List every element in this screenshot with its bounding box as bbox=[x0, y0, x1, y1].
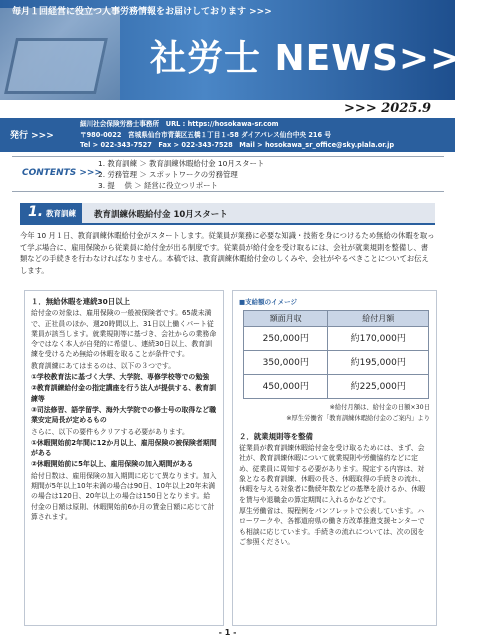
contents-item: 3. 提 供 ＞ 経営に役立つリポート bbox=[98, 181, 218, 190]
header-banner bbox=[0, 0, 492, 100]
intro-paragraph: 今年 10 月１日、教育訓練休暇給付金がスタートします。従業員が業務に必要な知識・技術を身につけるため無給の休暇を取って学ぶ場合に、雇用保険から従業員に給付金が出る制度です。従業員が給付金を受け取るには、会社が就業規則を整備し、書類などの手続きを行わなければなりません。本稿では、教育訓練休暇給付金のしくみや、会社がやるべきことについてお伝えします。 bbox=[20, 231, 435, 275]
subheading-1: １．無給休暇を連続30日以上 bbox=[31, 297, 130, 306]
section-number: 1. bbox=[28, 204, 44, 220]
contents-box bbox=[12, 156, 444, 192]
left-column bbox=[24, 290, 224, 626]
table-row bbox=[244, 327, 429, 351]
table-caption: ■支給額のイメージ bbox=[239, 298, 297, 306]
publisher-name: 細川社会保険労務士事務所 URL : https://hosokawa-sr.com bbox=[80, 120, 279, 128]
table-cell: 約225,000円 bbox=[328, 375, 429, 399]
table-header: 給付月額 bbox=[328, 311, 429, 327]
table-source: ※厚生労働省「教育訓練休暇給付金のご案内」より bbox=[286, 414, 430, 422]
payment-table bbox=[243, 310, 429, 399]
section-heading: 教育訓練休暇給付金 10月スタート bbox=[94, 210, 228, 220]
section-header bbox=[20, 203, 435, 225]
page-number: - 1 - bbox=[218, 628, 237, 637]
table-header: 額面月収 bbox=[244, 311, 328, 327]
paragraph: 従業員が教育訓練休暇給付金を受け取るためには、まず、会社が、教育訓練休暇について就業規則や労働協約などに定め、従業員に周知する必要があります。規定する内容は、対象となる教育訓練、休暇の長さ、休暇取得の手続きの流れ、休暇を与える対象者に勤続年数などの基準を設けるか、休暇を賃与や退職金の算定期間に入れるかなどです。 bbox=[239, 444, 426, 504]
newsletter-title: 社労士 NEWS>>> bbox=[150, 38, 492, 79]
contents-item: 2. 労務管理 ＞ スポットワークの労務管理 bbox=[98, 170, 238, 179]
table-cell: 350,000円 bbox=[244, 351, 328, 375]
right-column bbox=[232, 290, 437, 626]
table-row bbox=[244, 351, 429, 375]
contents-list bbox=[98, 158, 264, 191]
table-row bbox=[244, 375, 429, 399]
subheading-2: ２．就業規則等を整備 bbox=[239, 431, 313, 441]
section-number-block bbox=[20, 203, 82, 223]
requirement: ②休暇開始前に5年以上、雇用保険の加入期間がある bbox=[31, 460, 194, 469]
contents-label: CONTENTS >>> bbox=[22, 168, 102, 178]
publisher-lines bbox=[80, 119, 394, 151]
table-cell: 約195,000円 bbox=[328, 351, 429, 375]
laptop-photo bbox=[0, 8, 120, 100]
table-header-row bbox=[244, 311, 429, 327]
issue-date: >>> 2025.9 bbox=[344, 101, 431, 116]
table-cell: 250,000円 bbox=[244, 327, 328, 351]
table-note: ※給付月額は、給付金の日額×30日 bbox=[329, 404, 430, 412]
section-category: 教育訓練 bbox=[46, 209, 76, 218]
publisher-address: 〒980-0022 宮城県仙台市青葉区五橋１丁目１-58 ダイアパレス仙台中央 216 号 bbox=[80, 130, 331, 139]
paragraph: 給付金の対象は、雇用保険の一般被保険者です。65歳未満で、正社員のほか、週20時間以上、31日以上働くパート従業員が該当します。就業規則等に基づき、会社からの業務命令ではなく本人が自発的に希望し、連続30日以上、教育訓練を受けるため無給の休暇を取ることが条件です。 bbox=[31, 309, 217, 359]
training-type: ②教育訓練給付金の指定講座を行う法人が提供する、教育訓練等 bbox=[31, 384, 216, 403]
publisher-label: 発行 >>> bbox=[10, 131, 54, 141]
requirement: ①休暇開始前2年間に12か月以上、雇用保険の被保険者期間がある bbox=[31, 438, 217, 458]
table-cell: 約170,000円 bbox=[328, 327, 429, 351]
tagline: 毎月１回経営に役立つ人事労務情報をお届けしております >>> bbox=[12, 7, 272, 17]
training-type: ③司法修習、語学留学、海外大学院での修士号の取得など職業安定局長が定めるもの bbox=[31, 405, 216, 425]
paragraph: さらに、以下の要件もクリアする必要があります。 bbox=[31, 427, 189, 436]
table-cell: 450,000円 bbox=[244, 375, 328, 399]
issue-row bbox=[0, 100, 455, 118]
publisher-contact: Tel > 022-343-7527 Fax > 022-343-7528 Mail > hosokawa_sr_office@sky.plala.or.jp bbox=[80, 141, 395, 149]
paragraph: 厚生労働省は、規程例をパンフレットで公表しています。ハローワークや、各都道府県の働き方改革推進支援センターでも相談に応じています。手続きの流れについては、次の図をご参照ください。 bbox=[239, 506, 425, 546]
training-type: ①学校教育法に基づく大学、大学院、専修学校等での勉強 bbox=[31, 373, 210, 382]
contents-item: 1. 教育訓練 ＞ 教育訓練休暇給付金 10月スタート bbox=[98, 159, 265, 168]
publisher-bar bbox=[0, 118, 455, 152]
paragraph: 教育訓練にあてはまるのは、以下の３つです。 bbox=[31, 361, 176, 370]
paragraph: 給付日数は、雇用保険の加入期間に応じて異なります。加入期間が5年以上10年未満の場合は90日、10年以上20年未満の場合は120日、20年以上の場合は150日となります。給付金の日額は原則、休暇開始前6か月の賃金日額に応じて計算されます。 bbox=[31, 471, 217, 521]
